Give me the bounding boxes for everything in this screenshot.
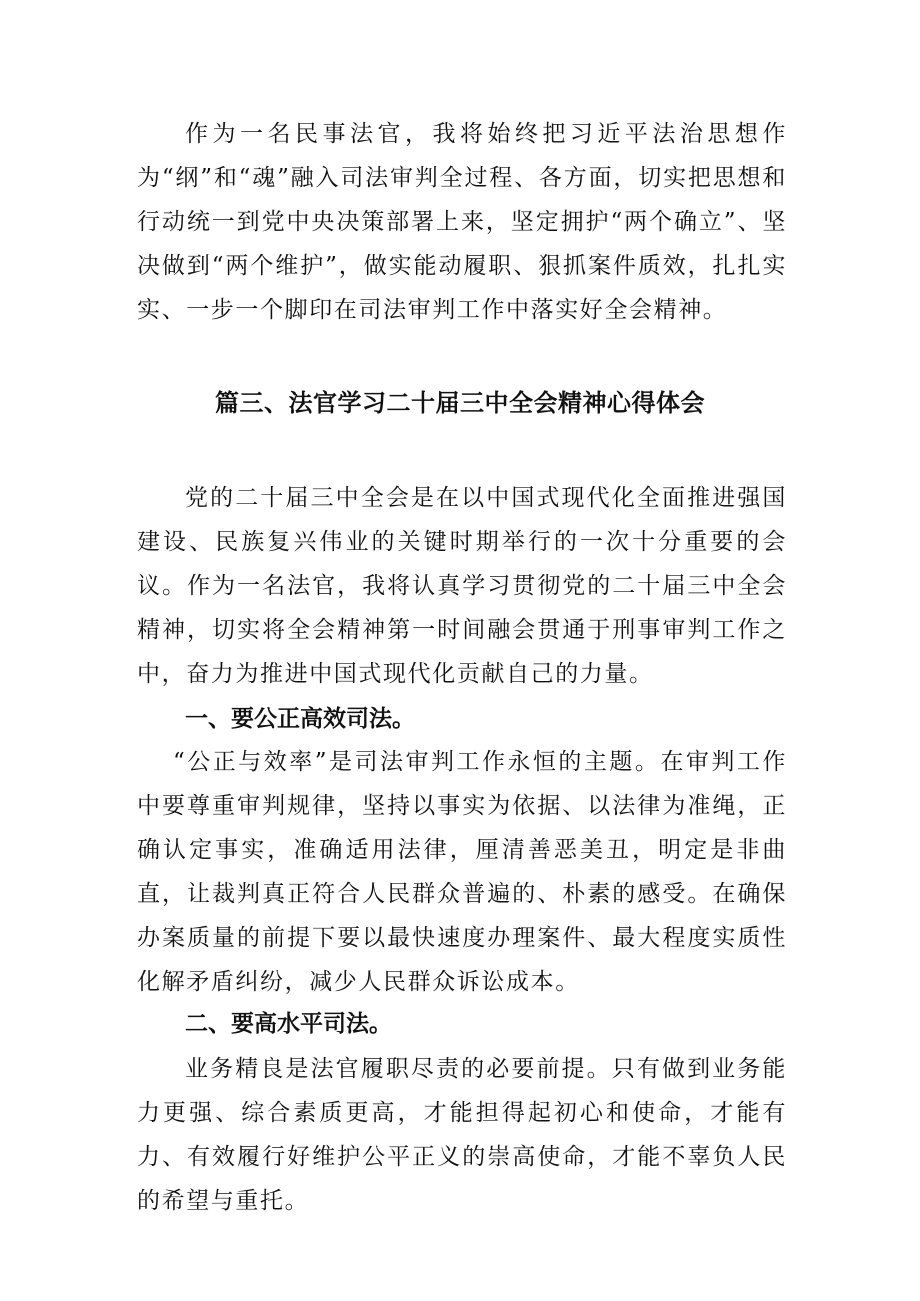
subheading-point-one: 一、要公正高效司法。 [185, 706, 415, 732]
body-paragraph: “公正与效率”是司法审判工作永恒的主题。在审判工作中要尊重审判规律，坚持以事实为依据、以法律为准绳，正确认定事实，准确适用法律，厘清善恶美丑，明定是非曲直，让裁判真正符合人民群众普遍的、朴素的感受。在确保办案质量的前提下要以最快速度办理案件、最大程度实质性化解矛盾纠纷，减少人民群众诉讼成本。 [137, 749, 787, 995]
body-paragraph: 党的二十届三中全会是在以中国式现代化全面推进强国建设、民族复兴伟业的关键时期举行的一次十分重要的会议。作为一名法官，我将认真学习贯彻党的二十届三中全会精神，切实将全会精神第一时间融会贯通于刑事审判工作之中，奋力为推进中国式现代化贡献自己的力量。 [137, 485, 787, 687]
section-title: 篇三、法官学习二十届三中全会精神心得体会 [215, 389, 705, 417]
subheading-point-two: 二、要高水平司法。 [185, 1011, 392, 1037]
body-paragraph: 业务精良是法官履职尽责的必要前提。只有做到业务能力更强、综合素质更高，才能担得起初心和使命，才能有力、有效履行好维护公平正义的崇高使命，才能不辜负人民的希望与重托。 [137, 1056, 787, 1214]
body-paragraph: 作为一名民事法官，我将始终把习近平法治思想作为“纲”和“魂”融入司法审判全过程、各方面，切实把思想和行动统一到党中央决策部署上来，坚定拥护“两个确立”、坚决做到“两个维护”，做实能动履职、狠抓案件质效，扎扎实实、一步一个脚印在司法审判工作中落实好全会精神。 [137, 121, 787, 323]
